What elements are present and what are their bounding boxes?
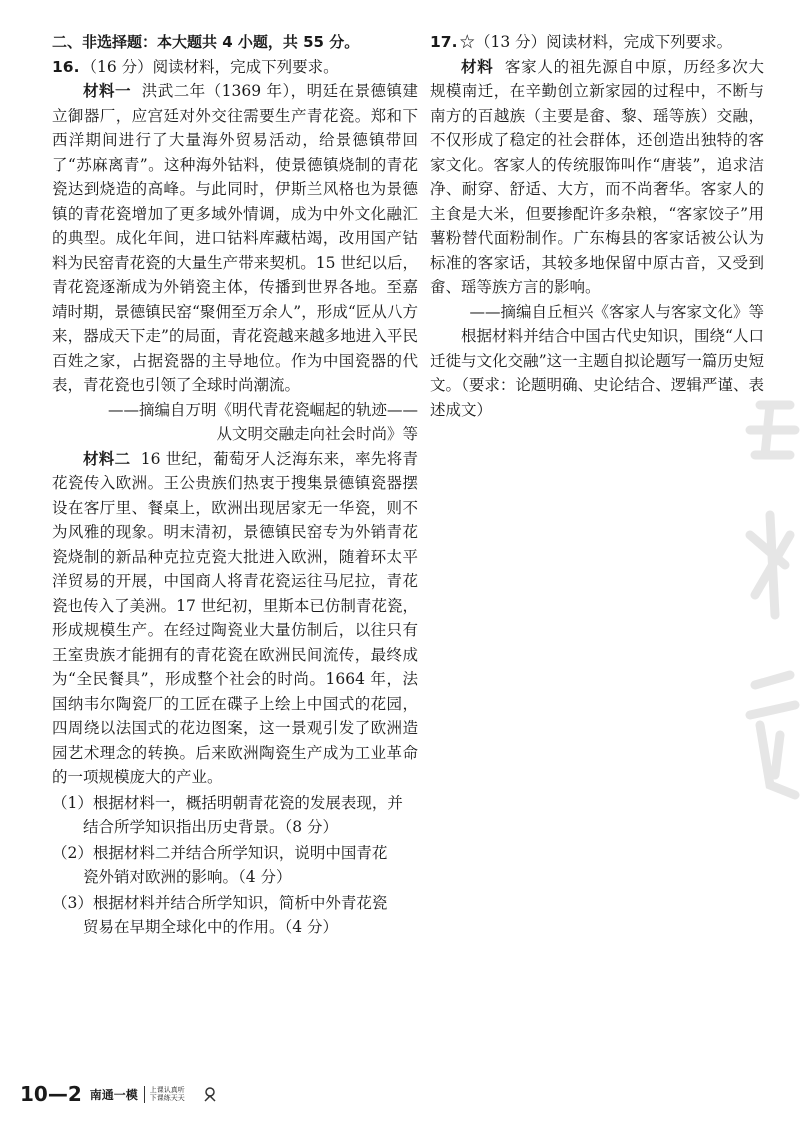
page-number: 10—2 xyxy=(20,1082,82,1106)
material-label: 材料一 xyxy=(83,82,131,100)
question-intro: ☆（13 分）阅读材料，完成下列要求。 xyxy=(459,33,733,51)
source-citation: ——摘编自万明《明代青花瓷崛起的轨迹—— xyxy=(107,400,418,419)
material-text: 16 世纪，葡萄牙人泛海东来，率先将青花瓷传入欧洲。王公贵族们热衷于搜集景德镇瓷器摆设在客厅里、餐桌上，欧洲出现居家无一华瓷，则不为风雅的现象。明末清初，景德镇民窑专为外销青花瓷烧制的新品种克拉克瓷大批进入欧洲，随着环太平洋贸易的开展，中国商人将青花瓷运往马尼拉，青花瓷也传入了美洲。17 世纪初，里斯本已仿制青花瓷，形成规模生产。在经过陶瓷业大量仿制后，以往只有王室贵族才能拥有的青花瓷在欧洲民间流传，最终成为“全民餐具”，形成整个社会的时尚。1664 年，法国纳韦尔陶瓷厂的工匠在碟子上绘上中国式的花园，四周绕以法国式的花边图案，这一景观引发了欧洲造园艺术理念的转换。后来欧洲陶瓷生产成为工业革命的一项规模庞大的产业。 xyxy=(52,449,418,786)
question-intro: （16 分）阅读材料，完成下列要求。 xyxy=(81,57,339,76)
question-16-header xyxy=(52,55,418,80)
slogan-line: 下课练天天 xyxy=(149,1094,185,1102)
task-instruction: 根据材料并结合中国古代史知识，围绕“人口迁徙与文化交融”这一主题自拟论题写一篇历史短文。（要求：论题明确、史论结合、逻辑严谨、表述成文） xyxy=(430,327,764,419)
section-header: 二、非选择题：本大题共 4 小题，共 55 分。 xyxy=(52,33,360,51)
exam-name: 南通一模 xyxy=(90,1086,145,1103)
sub-question-2 xyxy=(52,841,418,890)
left-column xyxy=(52,30,418,940)
sub-question-text: 结合所学知识指出历史背景。（8 分） xyxy=(83,818,339,836)
sub-question-text: （2）根据材料二并结合所学知识，说明中国青花 xyxy=(52,843,388,862)
source-citation: 从文明交融走向社会时尚》等 xyxy=(216,425,418,443)
right-column xyxy=(430,30,764,422)
question-number: 17. xyxy=(430,33,458,51)
sub-question-text: （1）根据材料一，概括明朝青花瓷的发展表现，并 xyxy=(52,793,403,812)
source-citation: ——摘编自丘桓兴《客家人与客家文化》等 xyxy=(469,302,764,321)
sub-question-3 xyxy=(52,891,418,940)
question-number: 16. xyxy=(52,57,80,76)
material-text: 洪武二年（1369 年），明廷在景德镇建立御器厂，应宫廷对外交往需要生产青花瓷。郑和下西洋期间进行了大量海外贸易活动，给景德镇带回了“苏麻离青”。这种海外钴料，使景德镇烧制的青花瓷达到烧造的高峰。与此同时，伊斯兰风格也为景德镇的青花瓷增加了更多域外情调，成为中外文化融汇的典型。成化年间，进口钴料库藏枯竭，改用国产钴料为民窑青花瓷的大量生产带来契机。15 世纪以后，青花瓷逐渐成为外销瓷主体，传播到世界各地。至嘉靖时期，景德镇民窑“聚佣至万余人”，形成“匠从八方来，器成天下走”的局面，青花瓷越来越多地进入平民百姓之家，占据瓷器的主导地位。作为中国瓷器的代表，青花瓷也引领了全球时尚潮流。 xyxy=(52,82,418,394)
material-text: 客家人的祖先源自中原，历经多次大规模南迁，在辛勤创立新家园的过程中，不断与南方的百越族（主要是畲、黎、瑶等族）交融，不仅形成了稳定的社会群体，还创造出独特的客家文化。客家人的传统服饰叫作“唐装”，追求洁净、耐穿、舒适、大方，而不尚奢华。客家人的主食是大米，但要掺配许多杂粮，“客家饺子”用薯粉替代面粉制作。广东梅县的客家话被公认为标准的客家话，其较多地保留中原古音，又受到畲、瑶等族方言的影响。 xyxy=(430,57,764,296)
slogan xyxy=(150,1086,198,1102)
logo-icon xyxy=(202,1086,218,1102)
sub-question-text: （3）根据材料并结合所学知识，简析中外青花瓷 xyxy=(52,893,388,912)
material-1 xyxy=(52,79,418,398)
sub-question-1 xyxy=(52,791,418,840)
sub-question-text: 瓷外销对欧洲的影响。（4 分） xyxy=(83,868,292,886)
slogan-line: 上课认真听 xyxy=(149,1086,185,1094)
question-17-header xyxy=(430,30,764,55)
sub-question-text: 贸易在早期全球化中的作用。（4 分） xyxy=(83,918,339,936)
watermark-graphic xyxy=(730,395,800,845)
material xyxy=(430,55,764,300)
material-label: 材料二 xyxy=(83,449,131,468)
material-2 xyxy=(52,447,418,790)
material-label: 材料 xyxy=(461,57,494,76)
page-footer xyxy=(20,1082,218,1106)
